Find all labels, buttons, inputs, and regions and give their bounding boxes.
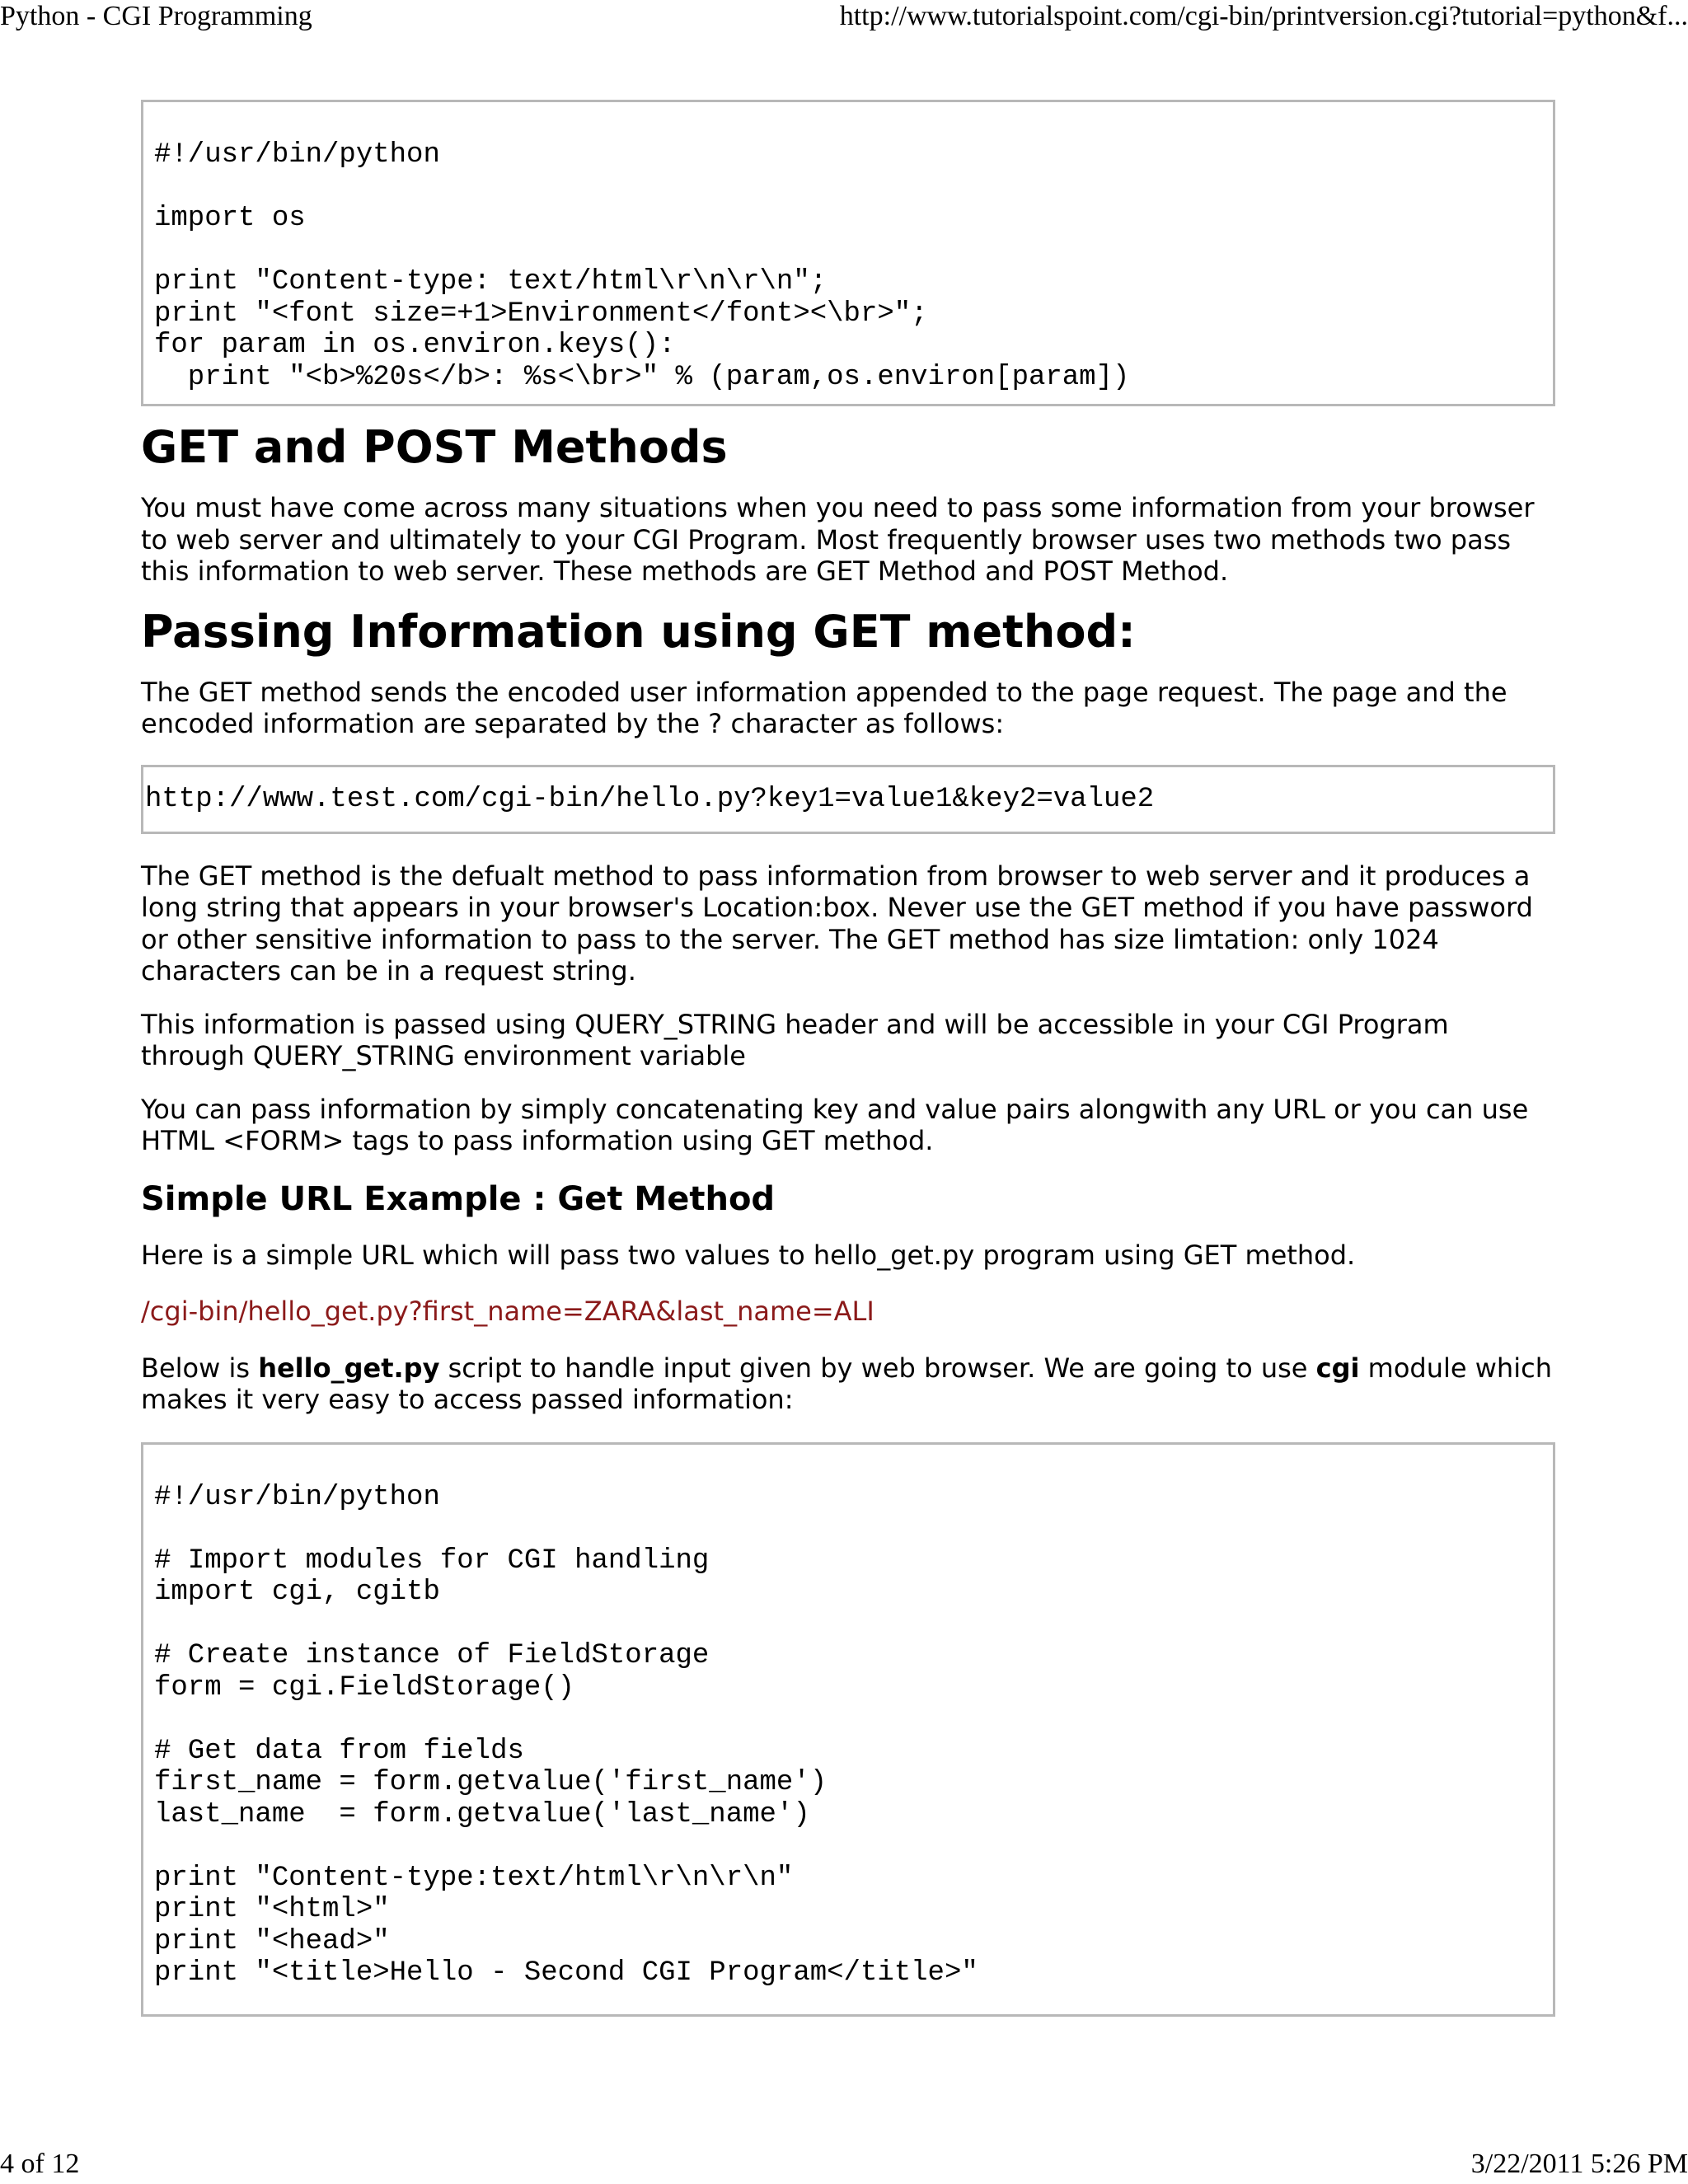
print-header-url: http://www.tutorialspoint.com/cgi-bin/printversion.cgi?tutorial=python&f... — [839, 1, 1688, 31]
print-header-title: Python - CGI Programming — [0, 1, 312, 31]
paragraph-get-intro: The GET method sends the encoded user information appended to the page request. The page and the encoded information are separated by the ? character as follows: — [141, 676, 1507, 739]
paragraph-get-post-intro: You must have come across many situations when you need to pass some information from your browser to web server and ultimately to your CGI Program. Most frequently browser uses two methods two pass this information to web server. These methods are GET Method and POST Method. — [141, 492, 1535, 587]
paragraph-query-string: This information is passed using QUERY_STRING header and will be accessible in your CGI Program through QUERY_STRING environment variable — [141, 1008, 1449, 1071]
link-hello-get[interactable]: /cgi-bin/hello_get.py?first_name=ZARA&last_name=ALI — [141, 1296, 874, 1327]
below-text-2: script to handle input given by web browser. We are going to use — [439, 1352, 1316, 1384]
below-text-1: Below is — [141, 1352, 259, 1384]
code-block-hello-get: #!/usr/bin/python # Import modules for CGI handling import cgi, cgitb # Create instance of FieldStorage form = cgi.FieldStorage() # Get data from fields first_name = form.getvalue('first_name') last_name = form.getvalue('last_name') print "Content-type:text/html\r\n\r\n" print "<html>" print "<head>" print "<title>Hello - Second CGI Program</title>" — [141, 1442, 1555, 2017]
print-footer-page: 4 of 12 — [0, 2149, 80, 2179]
paragraph-get-default: The GET method is the defualt method to pass information from browser to web server and it produces a long string that appears in your browser's Location:box. Never use the GET method if you have password or other sensitive information to pass to the server. The GET method has size limtation: only 1024 characters can be in a request string. — [141, 860, 1533, 987]
paragraph-below-is — [141, 1352, 1555, 1416]
heading-get-post-methods: GET and POST Methods — [141, 421, 728, 473]
print-footer-datetime: 3/22/2011 5:26 PM — [1470, 2149, 1688, 2179]
paragraph-simple-url-intro: Here is a simple URL which will pass two values to hello_get.py program using GET method. — [141, 1239, 1356, 1271]
heading-passing-get: Passing Information using GET method: — [141, 605, 1136, 658]
code-block-get-url: http://www.test.com/cgi-bin/hello.py?key1=value1&key2=value2 — [141, 765, 1555, 834]
heading-simple-url-example: Simple URL Example : Get Method — [141, 1179, 776, 1218]
page-content — [141, 100, 1555, 2017]
module-name-cgi: cgi — [1315, 1352, 1360, 1384]
below-text-3: module which makes it very easy to access passed information: — [141, 1352, 1552, 1415]
code-block-environment: #!/usr/bin/python import os print "Content-type: text/html\r\n\r\n"; print "<font size=+1>Environment</font><\br>"; for param in os.environ.keys(): print "<b>%20s</b>: %s<\br>" % (param,os.environ[param]) — [141, 100, 1555, 406]
paragraph-concatenating: You can pass information by simply concatenating key and value pairs alongwith any URL or you can use HTML <FORM> tags to pass information using GET method. — [141, 1093, 1529, 1156]
script-name-hello-get: hello_get.py — [258, 1352, 440, 1384]
